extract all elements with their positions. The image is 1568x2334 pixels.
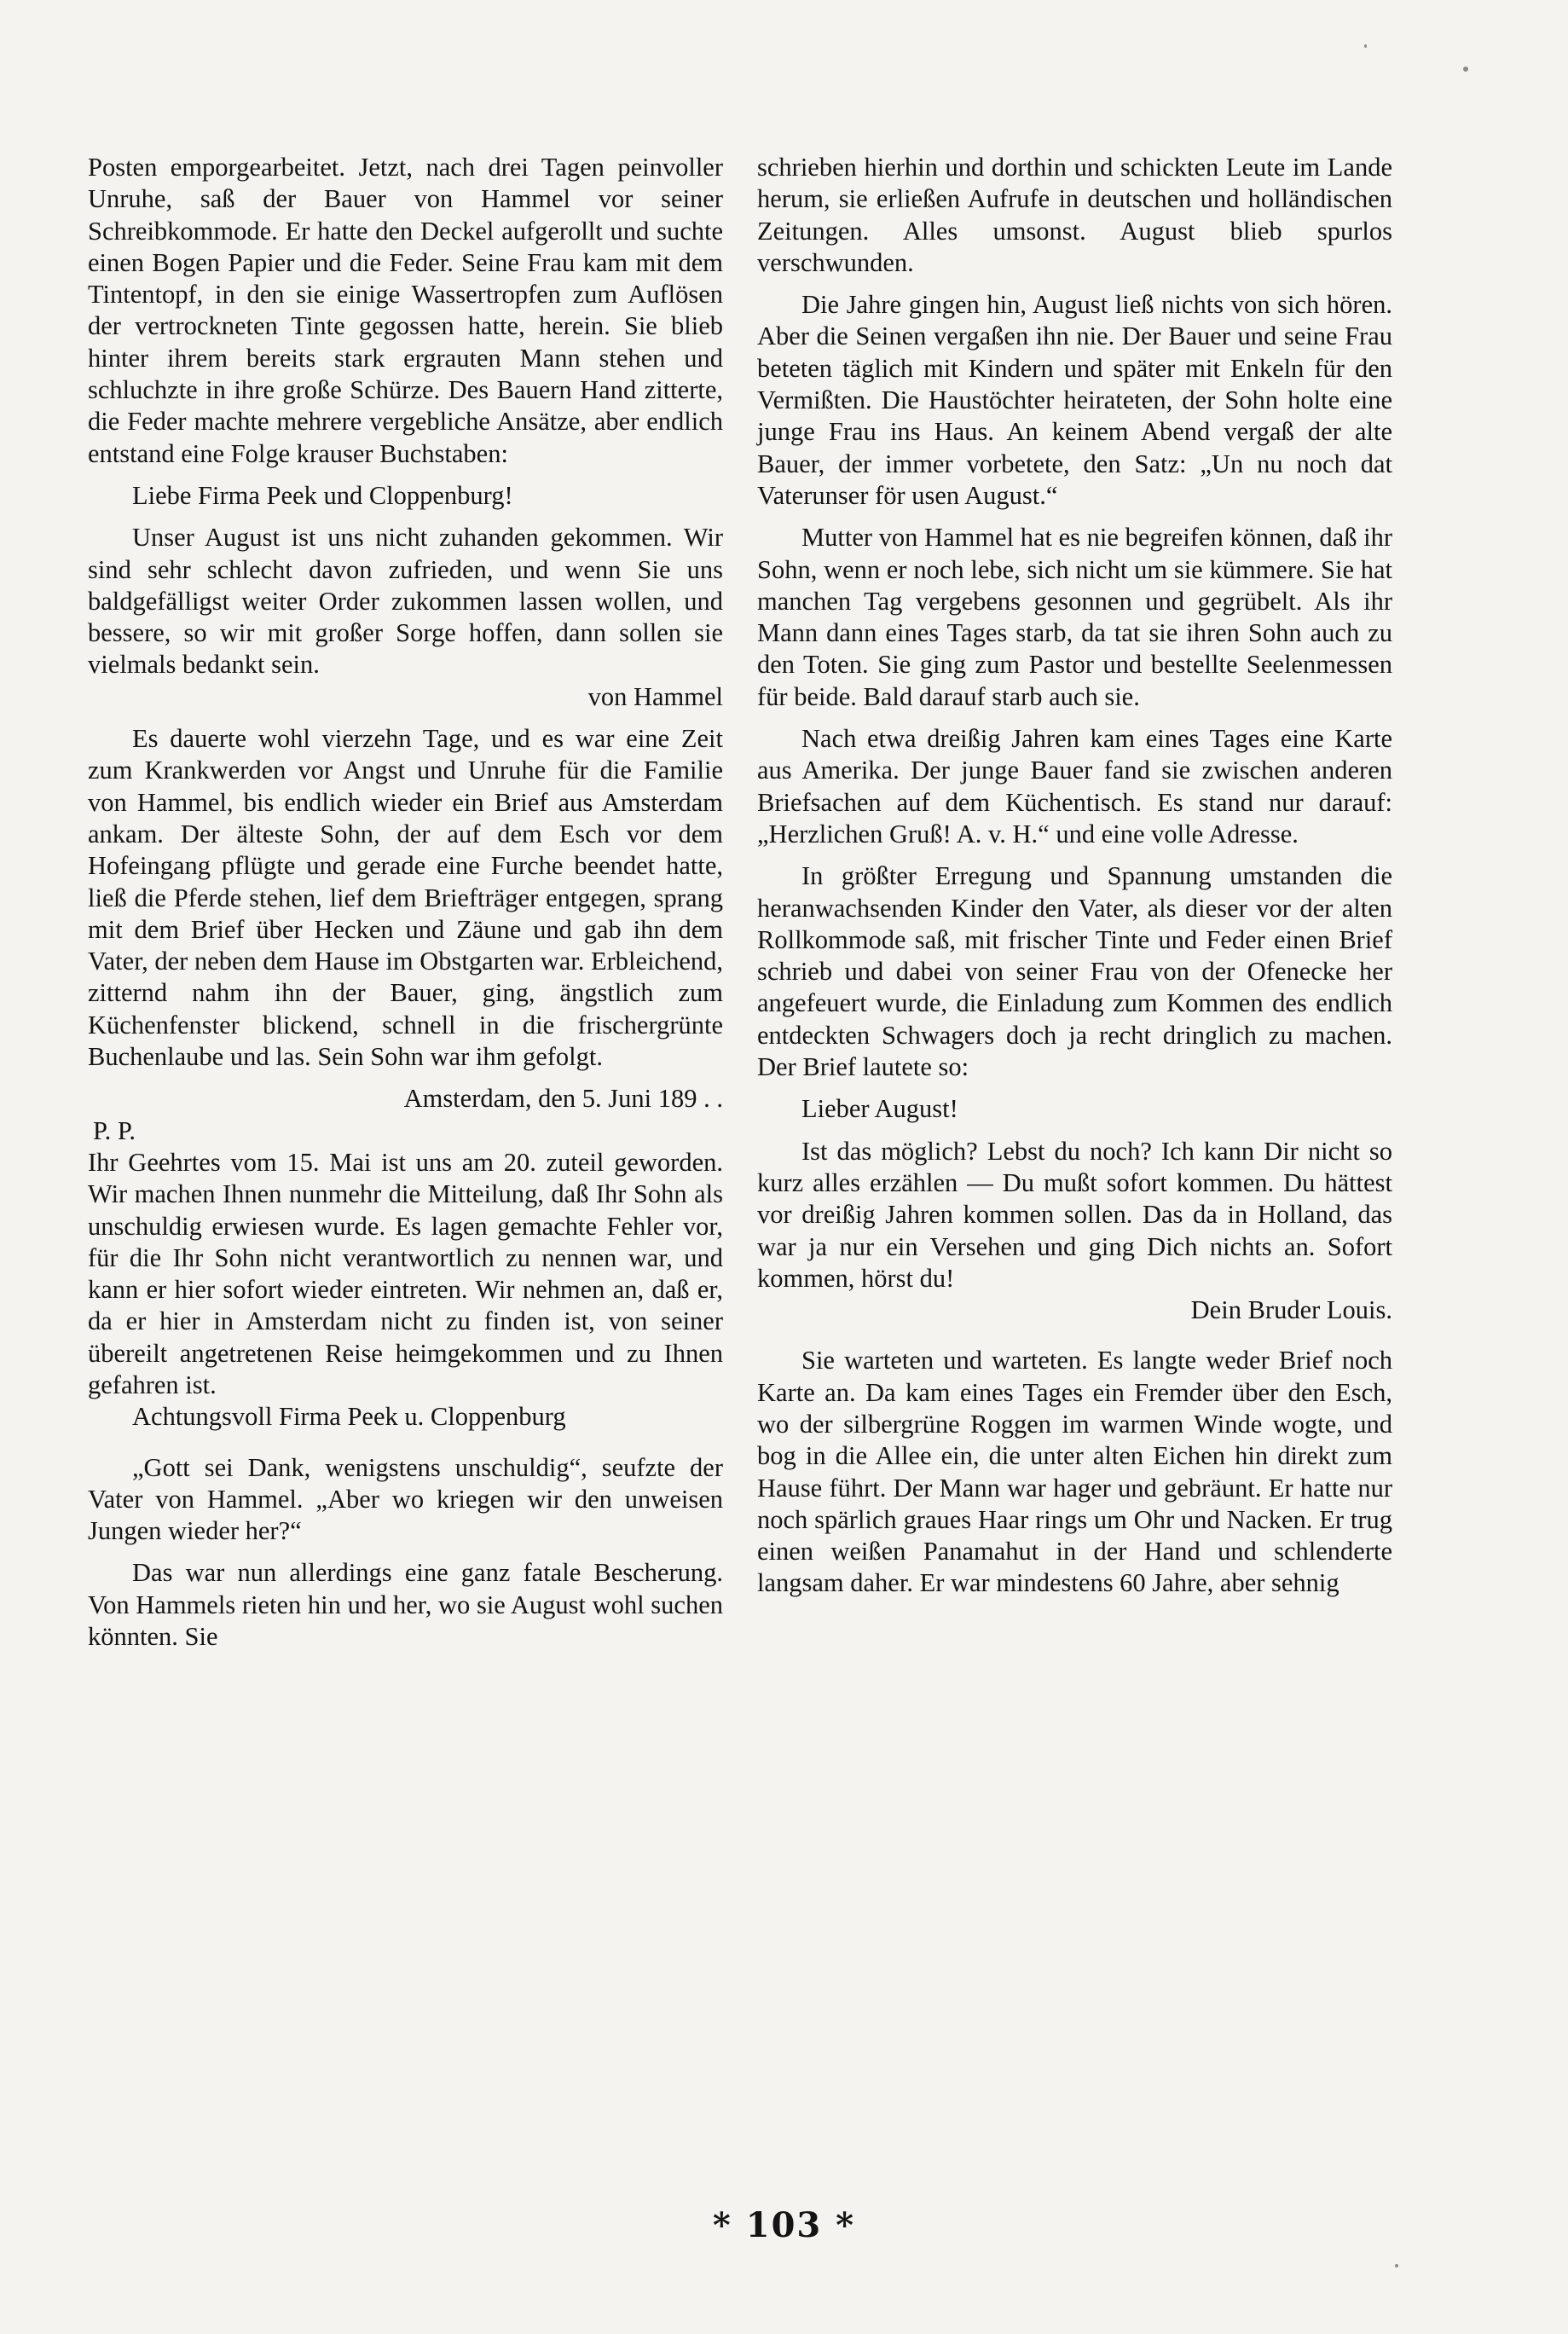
paragraph: Sie warteten und warteten. Es langte weder Brief noch Karte an. Da kam eines Tages ein Fremder über den Esch, wo der silbergrüne Roggen im warmen Winde wogte, und bog in die Allee ein, die unter alten Eichen hin direkt zum Hause führt. Der Mann war hager und gebräunt. Er hatte nur noch spärlich graues Haar rings um Ohr und Nacken. Er trug einen weißen Panamahut in der Hand und schlenderte langsam daher. Er war mindestens 60 Jahre, aber sehnig bbox=[757, 1346, 1392, 1598]
left-column bbox=[88, 152, 723, 1663]
letter-signature: Achtungsvoll Firma Peek u. Cloppenburg bbox=[132, 1402, 566, 1432]
paragraph: Die Jahre gingen hin, August ließ nichts von sich hören. Aber die Seinen vergaßen ihn nie. Der Bauer und seine Frau beteten täglich mit Kindern und später mit Enkeln für den Vermißten. Die Haustöchter heirateten, der Sohn holte eine junge Frau ins Haus. An keinem Abend vergaß der alte Bauer, der immer vorbetete, den Satz: „Un nu noch dat Vaterunser för usen August.“ bbox=[757, 290, 1392, 510]
paragraph: Mutter von Hammel hat es nie begreifen können, daß ihr Sohn, wenn er noch lebe, sich nicht um sie kümmere. Sie hat manchen Tag vergebens gesonnen und gegrübelt. Als ihr Mann dann eines Tages starb, da tat sie ihren Sohn auch zu den Toten. Sie ging zum Pastor und bestellte Seelenmessen für beide. Bald darauf starb auch sie. bbox=[757, 523, 1392, 711]
scan-speck bbox=[1463, 67, 1468, 72]
letter-salutation: Liebe Firma Peek und Cloppenburg! bbox=[132, 480, 513, 510]
paragraph: Es dauerte wohl vierzehn Tage, und es war eine Zeit zum Krankwerden vor Angst und Unruhe für die Familie von Hammel, bis endlich wieder ein Brief aus Amsterdam ankam. Der älteste Sohn, der auf dem Esch vor dem Hofeingang pflügte und gerade eine Furche beendet hatte, ließ die Pferde stehen, lief dem Briefträger entgegen, sprang mit dem Brief über Hecken und Zäune und gab ihn dem Vater, der neben dem Hause im Obstgarten war. Erbleichend, zitternd nahm ihn der Bauer, ging, ängstlich zum Küchenfenster blickend, schnell in die frischergrünte Buchenlaube und las. Sein Sohn war ihm gefolgt. bbox=[88, 724, 723, 1072]
letter-body: Ist das möglich? Lebst du noch? Ich kann Dir nicht so kurz alles erzählen — Du mußt sofort kommen. Du hättest vor dreißig Jahren kommen sollen. Das da in Holland, das war ja nur ein Versehen und ging Dich nichts an. Sofort kommen, hörst du! bbox=[757, 1136, 1392, 1293]
right-column bbox=[757, 152, 1392, 1610]
paragraph-continuation: schrieben hierhin und dorthin und schickten Leute im Lande herum, sie erließen Aufrufe in deutschen und holländischen Zeitungen. Alles umsonst. August blieb spurlos verschwunden. bbox=[757, 153, 1392, 277]
paragraph: Das war nun allerdings eine ganz fatale Bescherung. Von Hammels rieten hin und her, wo sie August wohl suchen könnten. Sie bbox=[88, 1558, 723, 1652]
paragraph-continuation: Posten emporgearbeitet. Jetzt, nach drei Tagen peinvoller Unruhe, saß der Bauer von Hammel vor seiner Schreibkommode. Er hatte den Deckel aufgerollt und suchte einen Bogen Papier und die Feder. Seine Frau kam mit dem Tintentopf, in den sie einige Wassertropfen zum Auflösen der vertrockneten Tinte gegossen hatte, herein. Sie blieb hinter ihrem bereits stark ergrauten Mann stehen und schluchzte in ihre große Schürze. Des Bauern Hand zitterte, die Feder machte mehrere vergebliche Ansätze, aber endlich entstand eine Folge krauser Buchstaben: bbox=[88, 153, 723, 468]
letter-place-date: Amsterdam, den 5. Juni 189 . . bbox=[403, 1084, 723, 1114]
paragraph: „Gott sei Dank, wenigstens unschuldig“, seufzte der Vater von Hammel. „Aber wo kriegen wir den unweisen Jungen wieder her?“ bbox=[88, 1452, 723, 1546]
letter-signature: von Hammel bbox=[587, 681, 723, 711]
paragraph: Nach etwa dreißig Jahren kam eines Tages eine Karte aus Amerika. Der junge Bauer fand sie zwischen anderen Briefsachen auf dem Küchentisch. Es stand nur darauf: „Herzlichen Gruß! A. v. H.“ und eine volle Adresse. bbox=[757, 724, 1392, 848]
letter-salutation-pp: P. P. bbox=[93, 1115, 136, 1145]
page-number: * 103 * bbox=[712, 2205, 856, 2245]
letter-body: Ihr Geehrtes vom 15. Mai ist uns am 20. zuteil geworden. Wir machen Ihnen nunmehr die Mitteilung, daß Ihr Sohn als unschuldig erwiesen wurde. Es lagen gemachte Fehler vor, für die Ihr Sohn nicht verantwortlich zu nennen war, und kann er hier sofort wieder eintreten. Wir nehmen an, daß er, da er hier in Amsterdam nicht zu finden ist, von seiner übereilt angetretenen Reise heimgekommen und zu Ihnen gefahren ist. bbox=[88, 1147, 723, 1399]
paragraph: In größter Erregung und Spannung umstanden die heranwachsenden Kinder den Vater, als dieser vor der alten Rollkommode saß, mit frischer Tinte und Feder einen Brief schrieb und dabei von seiner Frau von der Ofenecke her angefeuert wurde, die Einladung zum Kommen des endlich entdeckten Schwagers doch ja recht dringlich zu machen. Der Brief lautete so: bbox=[757, 861, 1392, 1082]
letter-body: Unser August ist uns nicht zuhanden gekommen. Wir sind sehr schlecht davon zufrieden, und wenn Sie uns baldgefälligst weiter Order zukommen lassen wollen, und bessere, so wir mit großer Sorge hoffen, dann sollen sie vielmals bedankt sein. bbox=[88, 523, 723, 680]
letter-salutation: Lieber August! bbox=[801, 1094, 958, 1124]
scan-speck bbox=[1395, 2264, 1398, 2267]
scan-speck bbox=[1364, 44, 1367, 48]
letter-signature: Dein Bruder Louis. bbox=[1190, 1295, 1392, 1325]
